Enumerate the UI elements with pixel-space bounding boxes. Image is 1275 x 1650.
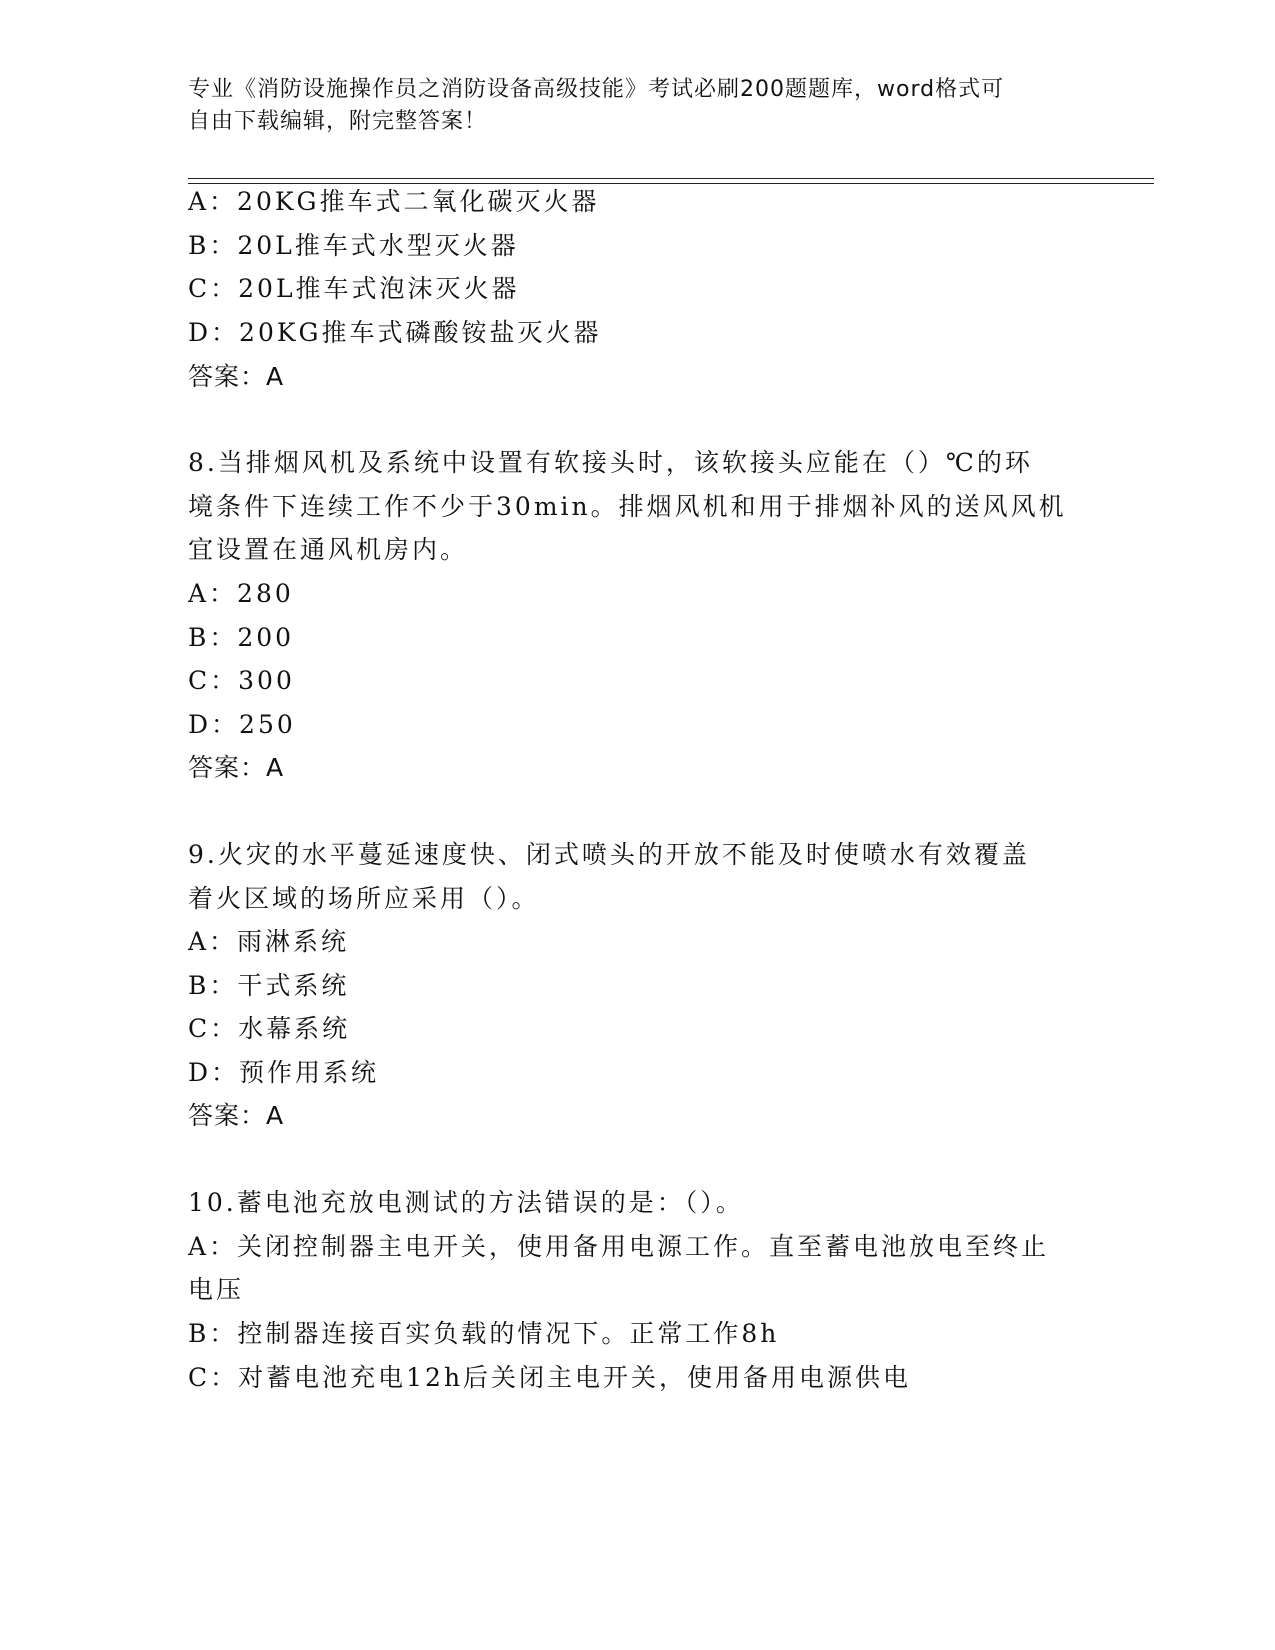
q9-option-d: D：预作用系统	[188, 1058, 380, 1087]
q7-option-a: A：20KG推车式二氧化碳灭火器	[188, 187, 600, 216]
q10-option-a-continued: 电压	[188, 1275, 245, 1304]
q8-option-c: C：300	[188, 666, 295, 695]
document-header	[188, 74, 1088, 138]
q7-option-d: D：20KG推车式磷酸铵盐灭火器	[188, 318, 602, 347]
q8-stem-line-1: 8.当排烟风机及系统中设置有软接头时，该软接头应能在（）℃的环	[188, 448, 1033, 477]
q8-stem-line-3: 宜设置在通风机房内。	[188, 535, 469, 564]
q8-option-b: B：200	[188, 623, 295, 652]
q10-option-b: B：控制器连接百实负载的情况下。正常工作8h	[188, 1319, 780, 1348]
q8-stem-line-2: 境条件下连续工作不少于30min。排烟风机和用于排烟补风的送风风机	[188, 492, 1067, 521]
q10-option-a: A：关闭控制器主电开关，使用备用电源工作。直至蓄电池放电至终止	[188, 1232, 1050, 1261]
q8-option-a: A：280	[188, 579, 294, 608]
q9-option-c: C：水幕系统	[188, 1014, 351, 1043]
q9-stem-line-2: 着火区域的场所应采用（）。	[188, 884, 540, 913]
header-line-1: 专业《消防设施操作员之消防设备高级技能》考试必刷200题题库，word格式可	[188, 77, 1005, 102]
q10-stem-line-1: 10.蓄电池充放电测试的方法错误的是：（）。	[188, 1188, 744, 1217]
q9-option-b: B：干式系统	[188, 971, 350, 1000]
q7-option-c: C：20L推车式泡沫灭火器	[188, 274, 520, 303]
header-line-2: 自由下载编辑，附完整答案！	[188, 109, 488, 134]
q9-option-a: A：雨淋系统	[188, 927, 350, 956]
q8-option-d: D：250	[188, 710, 296, 739]
q9-answer: 答案：A	[188, 1101, 285, 1130]
q9-stem-line-1: 9.火灾的水平蔓延速度快、闭式喷头的开放不能及时使喷水有效覆盖	[188, 840, 1030, 869]
header-divider-bottom	[188, 183, 1154, 184]
q7-option-b: B：20L推车式水型灭火器	[188, 231, 519, 260]
q7-answer: 答案：A	[188, 362, 285, 391]
header-divider-top	[188, 178, 1154, 179]
q8-answer: 答案：A	[188, 753, 285, 782]
q10-option-c: C：对蓄电池充电12h后关闭主电开关，使用备用电源供电	[188, 1363, 912, 1392]
